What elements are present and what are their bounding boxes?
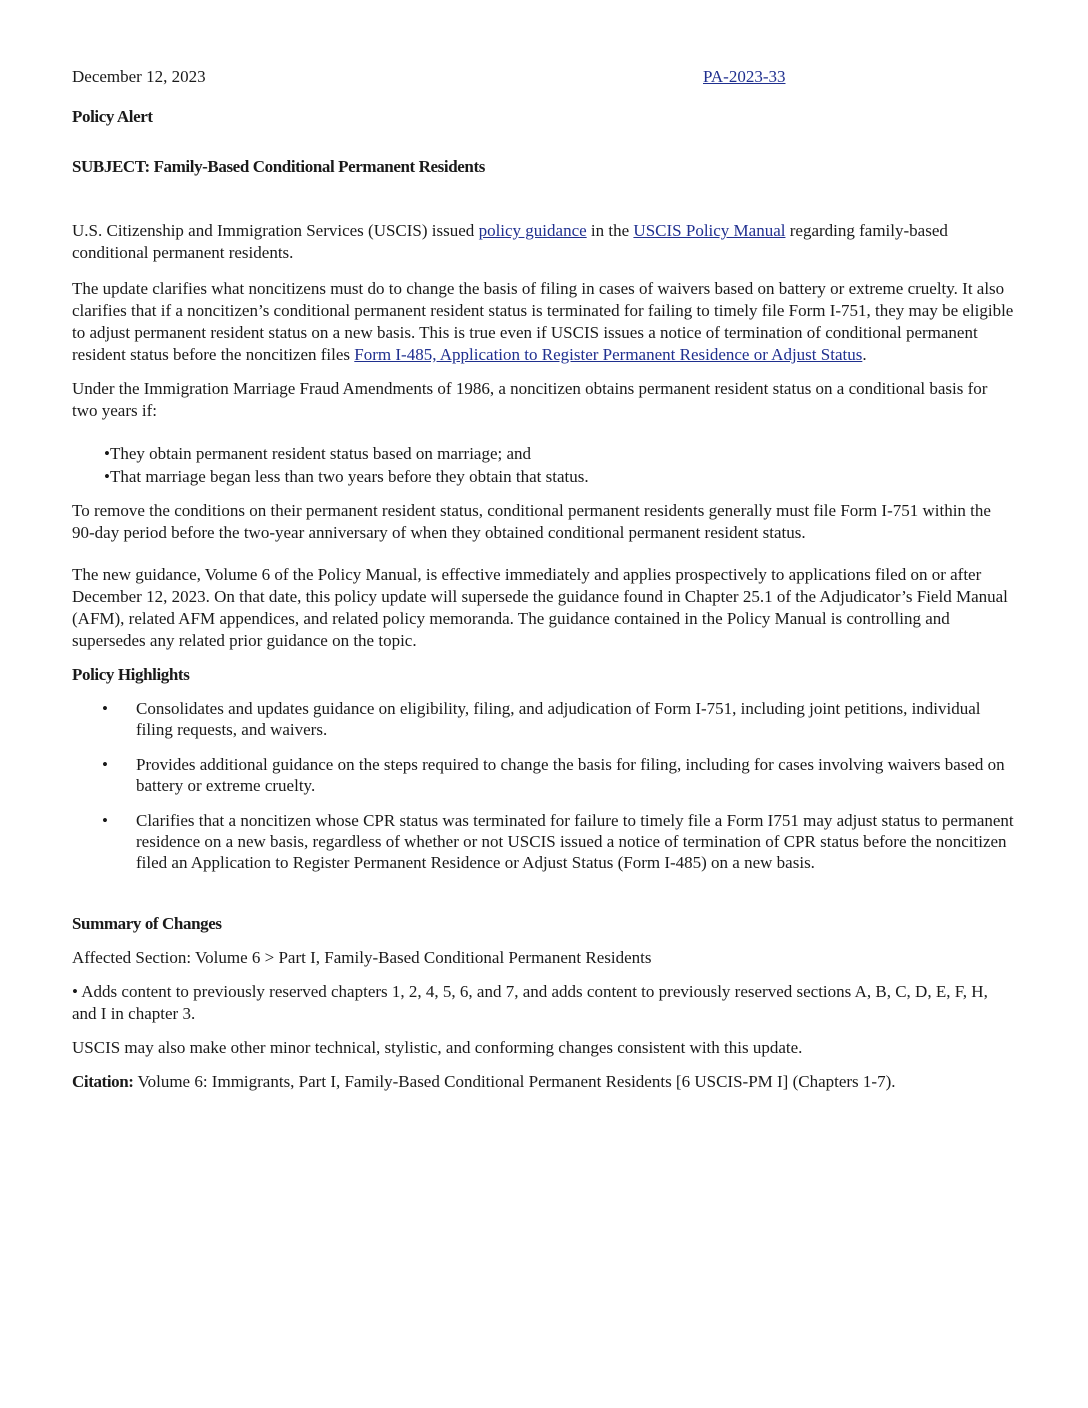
affected-section: Affected Section: Volume 6 > Part I, Family-Based Conditional Permanent Residents [72, 948, 652, 967]
alert-date: December 12, 2023 [72, 67, 206, 86]
bullet-icon: • [102, 699, 108, 718]
citation-label: Citation: [72, 1072, 134, 1091]
iamfa-paragraph: Under the Immigration Marriage Fraud Amendments of 1986, a noncitizen obtains permanent resident status on a conditional basis for two years if: [72, 379, 988, 420]
list-item [72, 810, 1016, 873]
list-item [72, 754, 1016, 796]
highlight-text: Clarifies that a noncitizen whose CPR status was terminated for failure to timely file a Form I751 may adjust status to permanent residence on a new basis, regardless of whether or not USCIS issued a notice of termination of CPR status before the noncitizen filed an Application to Register Permanent Residence or Adjust Status (Form I-485) on a new basis. [136, 811, 1014, 872]
list-item [72, 698, 1016, 740]
citation-text: Volume 6: Immigrants, Part I, Family-Based Conditional Permanent Residents [6 USCIS-PM I] (Chapters 1-7). [133, 1072, 896, 1091]
document-header [72, 66, 1016, 90]
form-i485-link[interactable]: Form I-485, Application to Register Permanent Residence or Adjust Status [354, 345, 863, 364]
intro-paragraph [72, 220, 1016, 264]
update-text-end: . [862, 345, 867, 364]
policy-guidance-link[interactable]: policy guidance [478, 221, 587, 240]
policy-highlights-heading: Policy Highlights [72, 665, 190, 684]
policy-alert-document [72, 66, 1016, 1093]
bullet-icon: • [102, 755, 108, 774]
remove-conditions-paragraph: To remove the conditions on their permanent resident status, conditional permanent residents generally must file Form I-751 within the 90-day period before the two-year anniversary of when they obtained conditional permanent resident status. [72, 501, 991, 542]
document-title: Policy Alert [72, 107, 153, 126]
intro-text-3: regarding family-based conditional permanent residents. [72, 221, 948, 262]
subject-line: SUBJECT: Family-Based Conditional Permanent Residents [72, 157, 485, 176]
bullet-icon: • [102, 811, 108, 830]
policy-highlights-list [72, 698, 1016, 873]
update-paragraph [72, 278, 1016, 366]
highlight-text: Consolidates and updates guidance on eligibility, filing, and adjudication of Form I-751, including joint petitions, individual filing requests, and waivers. [136, 699, 981, 739]
update-text: The update clarifies what noncitizens must do to change the basis of filing in cases of waivers based on battery or extreme cruelty. It also clarifies that if a noncitizen’s conditional permanent resident status is terminated for failing to timely file Form I-751, they may be eligible to adjust permanent resident status on a new basis. This is true even if USCIS issues a notice of termination of conditional permanent resident status before the noncitizen files [72, 279, 1014, 364]
intro-text-2: in the [586, 221, 634, 240]
citation [72, 1071, 1016, 1093]
list-item: •That marriage began less than two years before they obtain that status. [104, 467, 589, 486]
summary-of-changes-heading: Summary of Changes [72, 914, 222, 933]
intro-text-1: U.S. Citizenship and Immigration Services (USCIS) issued [72, 221, 479, 240]
adds-content-paragraph: • Adds content to previously reserved chapters 1, 2, 4, 5, 6, and 7, and adds content to previously reserved sections A, B, C, D, E, F, H, and I in chapter 3. [72, 982, 988, 1023]
alert-id-link[interactable]: PA-2023-33 [703, 67, 786, 86]
other-changes-paragraph: USCIS may also make other minor technical, stylistic, and conforming changes consistent with this update. [72, 1038, 803, 1057]
uscis-policy-manual-link[interactable]: USCIS Policy Manual [633, 221, 786, 240]
list-item: •They obtain permanent resident status based on marriage; and [104, 444, 532, 463]
new-guidance-paragraph: The new guidance, Volume 6 of the Policy Manual, is effective immediately and applies prospectively to applications filed on or after December 12, 2023. On that date, this policy update will supersede the guidance found in Chapter 25.1 of the Adjudicator’s Field Manual (AFM), related AFM appendices, and related policy memoranda. The guidance contained in the Policy Manual is controlling and supersedes any related prior guidance on the topic. [72, 565, 1008, 650]
conditions-list [104, 442, 1016, 488]
highlight-text: Provides additional guidance on the steps required to change the basis for filing, including for cases involving waivers based on battery or extreme cruelty. [136, 755, 1005, 795]
